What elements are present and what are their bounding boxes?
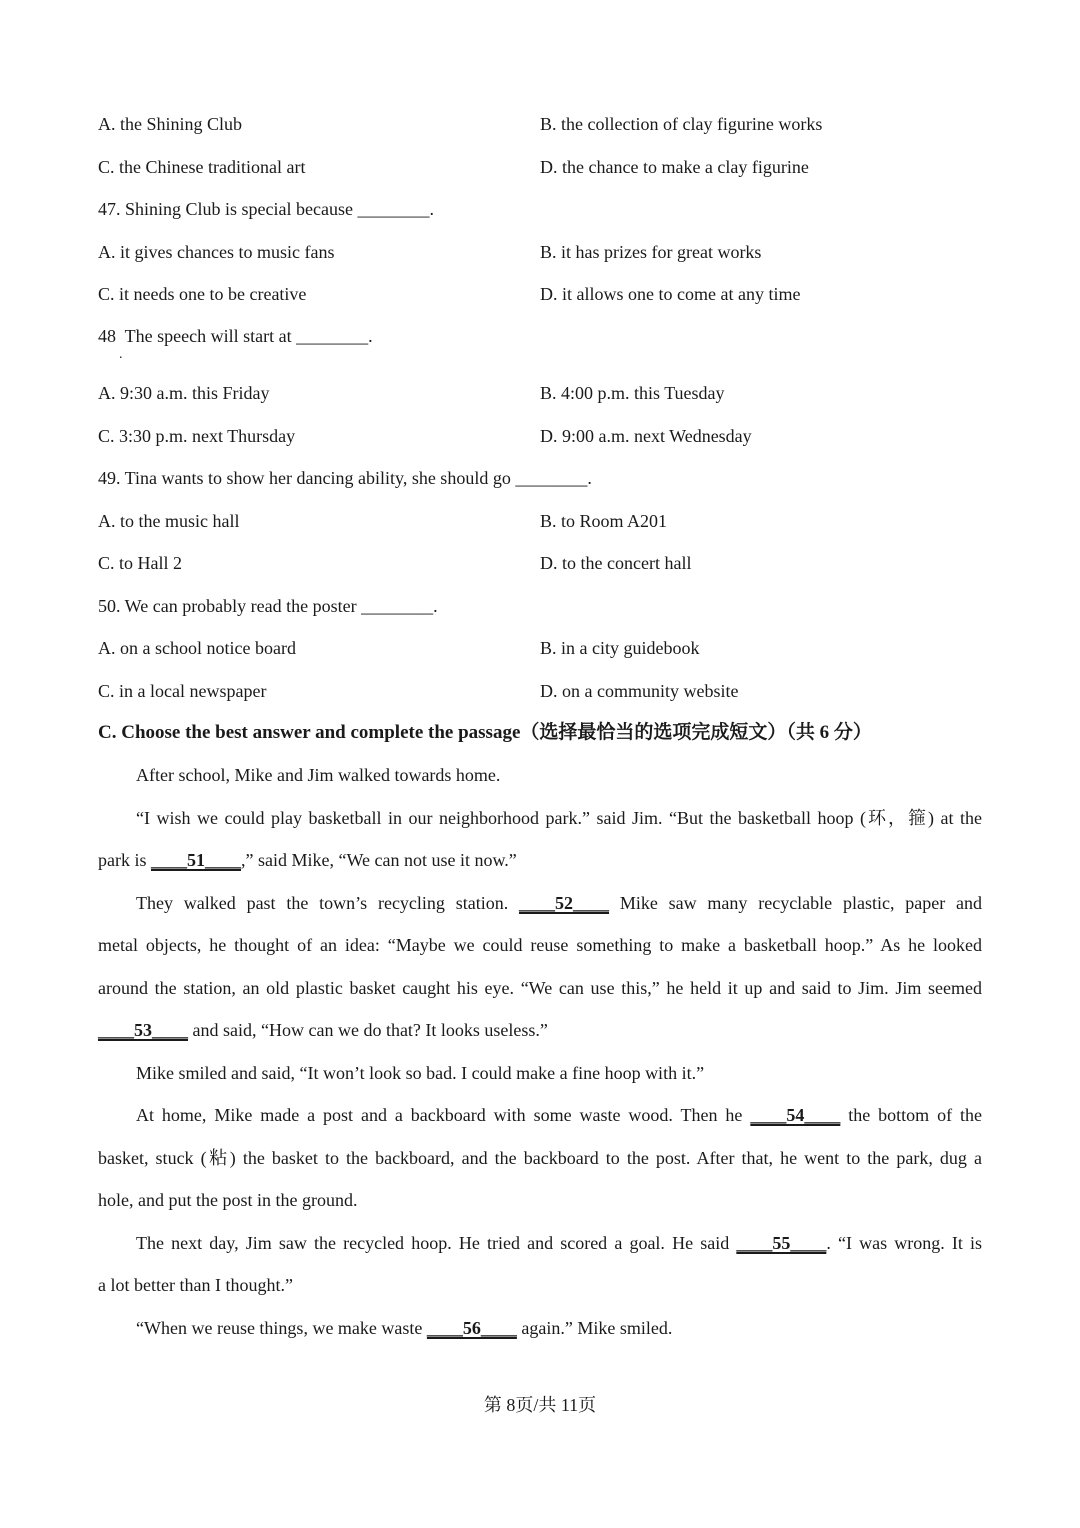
passage-paragraph-3-line-1 — [136, 892, 982, 914]
passage-paragraph-2-line-1: “I wish we could play basketball in our neighborhood park.” said Jim. “But the basketball hoop (环，箍) at the — [136, 808, 982, 828]
q47-option-c: C. it needs one to be creative — [98, 284, 307, 304]
q50-option-a: A. on a school notice board — [98, 638, 296, 658]
p5-text-before-blank: At home, Mike made a post and a backboard with some waste wood. Then he — [136, 1105, 751, 1125]
passage-paragraph-5-line-3: hole, and put the post in the ground. — [98, 1190, 358, 1210]
passage-paragraph-5-line-2: basket, stuck (粘) the basket to the backboard, and the backboard to the post. After that, he went to the park, dug a — [98, 1148, 982, 1168]
p5-text-after-blank: the bottom of the — [848, 1105, 983, 1125]
passage-paragraph-6-line-2: a lot better than I thought.” — [98, 1275, 293, 1295]
p6-text-after-blank: . “I was wrong. It is — [826, 1233, 982, 1253]
q49-stem: 49. Tina wants to show her dancing ability, she should go ________. — [98, 468, 592, 488]
q48-option-a: A. 9:30 a.m. this Friday — [98, 383, 270, 403]
q46-option-b: B. the collection of clay figurine works — [540, 114, 823, 134]
q46-option-d: D. the chance to make a clay figurine — [540, 157, 809, 177]
q50-stem: 50. We can probably read the poster ________. — [98, 596, 438, 616]
q48-stem: 48 The speech will start at ________. — [98, 326, 373, 346]
passage-paragraph-4: Mike smiled and said, “It won’t look so bad. I could make a fine hoop with it.” — [136, 1063, 705, 1083]
p2-text-after-blank: ,” said Mike, “We can not use it now.” — [241, 850, 517, 870]
q49-option-b: B. to Room A201 — [540, 511, 668, 531]
q47-option-a: A. it gives chances to music fans — [98, 242, 335, 262]
q46-option-a: A. the Shining Club — [98, 114, 243, 134]
page-footer: 第 8页/共 11页 — [483, 1395, 597, 1415]
p6-text-before-blank: The next day, Jim saw the recycled hoop. He tried and scored a goal. He said — [136, 1233, 737, 1253]
passage-paragraph-3-line-4 — [98, 1019, 982, 1041]
q48-option-d: D. 9:00 a.m. next Wednesday — [540, 426, 752, 446]
q48-option-c: C. 3:30 p.m. next Thursday — [98, 426, 296, 446]
passage-paragraph-1: After school, Mike and Jim walked towards home. — [136, 765, 501, 785]
p3-text-before-blank: They walked past the town’s recycling station. — [136, 893, 520, 913]
passage-paragraph-3-line-3: around the station, an old plastic basket caught his eye. “We can use this,” he held it up and said to Jim. Jim seemed — [98, 978, 982, 998]
q50-option-b: B. in a city guidebook — [540, 638, 700, 658]
p7-text-after-blank: again.” Mike smiled. — [516, 1318, 673, 1338]
section-c-heading: C. Choose the best answer and complete the passage（选择最恰当的选项完成短文）（共 6 分） — [98, 722, 872, 743]
q49-option-d: D. to the concert hall — [540, 553, 692, 573]
q50-option-d: D. on a community website — [540, 681, 739, 701]
q46-option-c: C. the Chinese traditional art — [98, 157, 306, 177]
passage-paragraph-2-line-2 — [98, 849, 982, 871]
blank-53: ____53____ — [98, 1020, 188, 1040]
q48-option-b: B. 4:00 p.m. this Tuesday — [540, 383, 725, 403]
blank-52: ____52____ — [519, 893, 610, 913]
q48-dot: . — [119, 347, 123, 362]
q47-stem: 47. Shining Club is special because ________. — [98, 199, 434, 219]
passage-paragraph-5-line-1 — [136, 1104, 982, 1126]
blank-55: ____55____ — [736, 1233, 827, 1253]
q47-option-b: B. it has prizes for great works — [540, 242, 762, 262]
p2-text-before-blank: park is — [98, 850, 151, 870]
passage-paragraph-3-line-2: metal objects, he thought of an idea: “Maybe we could reuse something to make a basketball hoop.” As he looked — [98, 935, 982, 955]
blank-54: ____54____ — [750, 1105, 841, 1125]
q47-option-d: D. it allows one to come at any time — [540, 284, 801, 304]
passage-paragraph-7 — [136, 1317, 672, 1339]
blank-51: ____51____ — [151, 850, 241, 870]
q49-option-a: A. to the music hall — [98, 511, 240, 531]
blank-56: ____56____ — [426, 1318, 517, 1338]
p7-text-before-blank: “When we reuse things, we make waste — [136, 1318, 427, 1338]
passage-paragraph-6-line-1 — [136, 1232, 982, 1254]
p3-text-after-blank: Mike saw many recyclable plastic, paper and — [619, 893, 983, 913]
q49-option-c: C. to Hall 2 — [98, 553, 182, 573]
p3-line4-text: and said, “How can we do that? It looks useless.” — [188, 1020, 548, 1040]
q50-option-c: C. in a local newspaper — [98, 681, 267, 701]
